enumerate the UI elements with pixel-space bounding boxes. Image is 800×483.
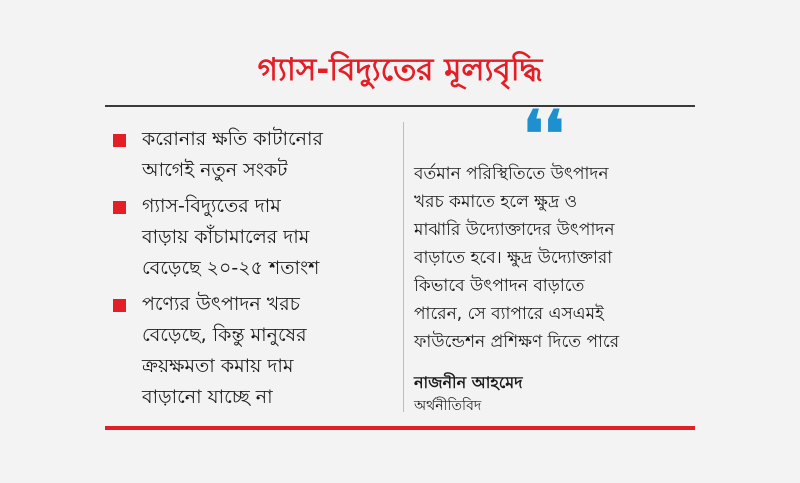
- bullet-list: [110, 124, 400, 418]
- quote-author-role: অর্থনীতিবিদ: [414, 398, 482, 414]
- red-square-bullet-icon: [113, 299, 126, 312]
- headline: গ্যাস-বিদ্যুতের মূল্যবৃদ্ধি: [257, 52, 543, 88]
- bullet-item: [110, 124, 400, 186]
- bullet-item: [110, 191, 400, 284]
- bullet-text: পণ্যের উৎপাদন খরচ বেড়েছে, কিন্তু মানুষের ক্রয়ক্ষমতা কমায় দাম বাড়ানো যাচ্ছে না: [142, 293, 307, 408]
- quotation-mark-icon: ❛❛: [523, 97, 565, 172]
- bullet-text: করোনার ক্ষতি কাটানোর আগেই নতুন সংকট: [142, 128, 323, 181]
- quote-text: বর্তমান পরিস্থিতিতে উৎপাদন খরচ কমাতে হলে ক্ষুদ্র ও মাঝারি উদ্যোক্তাদের উৎপাদন বাড়াতে হবে। ক্ষুদ্র উদ্যোক্তারা কিভাবে উৎপাদন বাড়াতে পারেন, সে ব্যাপারে এসএমই ফাউন্ডেশন প্রশিক্ষণ দিতে পারে: [414, 164, 620, 352]
- red-square-bullet-icon: [113, 134, 126, 147]
- red-square-bullet-icon: [113, 201, 126, 214]
- quote-author: নাজনীন আহমেদ: [414, 373, 523, 392]
- column-divider: [403, 122, 404, 412]
- top-divider: [105, 105, 695, 107]
- bullet-text: গ্যাস-বিদ্যুতের দাম বাড়ায় কাঁচামালের দাম বেড়েছে ২০-২৫ শতাংশ: [142, 195, 320, 279]
- bottom-divider: [105, 426, 695, 430]
- bullet-item: [110, 289, 400, 413]
